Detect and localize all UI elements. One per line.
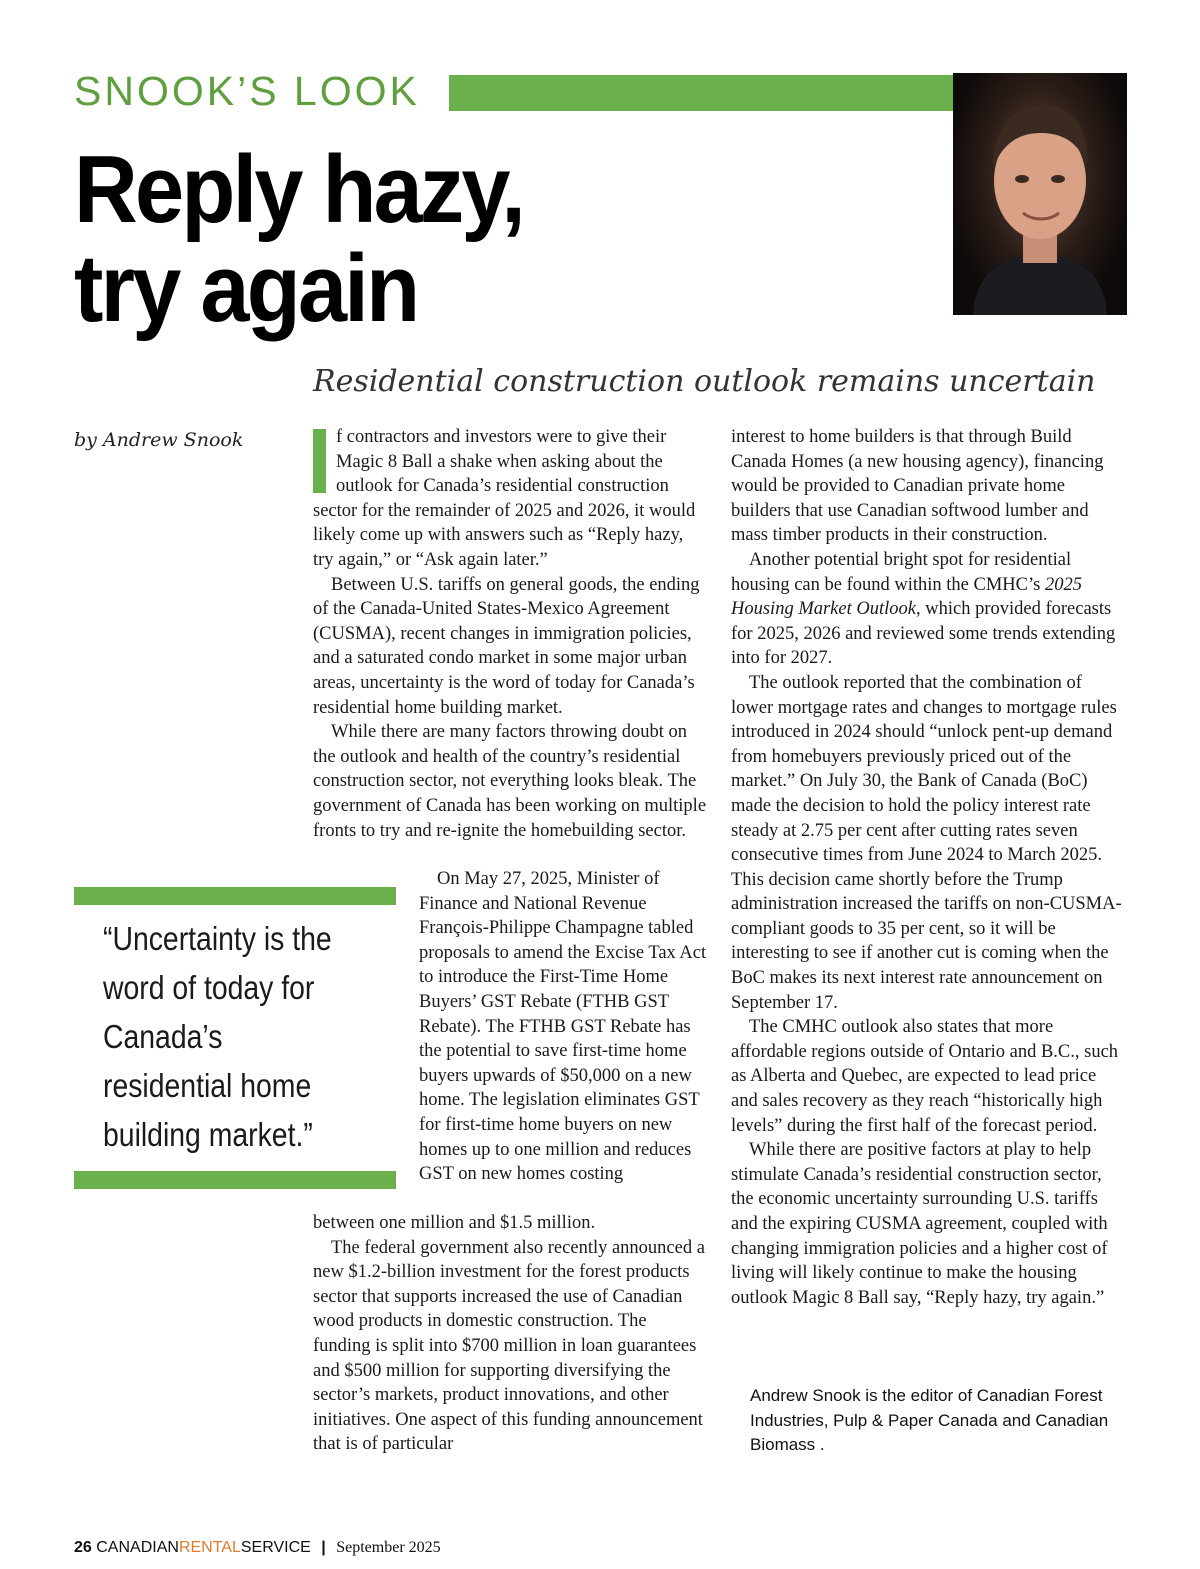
article-paragraph: interest to home builders is that through Build Canada Homes (a new housing agency), financing would be provided to Canadian private home builders that use Canadian softwood lumber and mass timber products in their construction. (731, 427, 1104, 546)
publication-title: 2025 Housing Market Outlook (731, 574, 1082, 620)
article-paragraph-text: f contractors and investors were to give their Magic 8 Ball a shake when asking about the outlook for Canada’s residential construction sector for the remainder of 2025 and 2026, it would likely come up with answers such as “Reply hazy, try again,” or “Ask again later.” (313, 427, 696, 570)
article-paragraph (731, 548, 1127, 671)
article-text: Another potential bright spot for residential housing can be found within the CMHC’s (731, 549, 1072, 595)
article-column-1-wrap (419, 867, 707, 1187)
pullquote-rule-top (74, 887, 396, 905)
article-paragraph: The CMHC outlook also states that more affordable regions outside of Ontario and B.C., such as Alberta and Quebec, are expected to lead price and sales recovery as they reach “historically high levels” during the first half of the forecast period. (731, 1017, 1119, 1136)
brand-part-1: CANADIAN (96, 1539, 179, 1556)
article-paragraph: On May 27, 2025, Minister of Finance and National Revenue François-Philippe Champagne tabled proposals to amend the Excise Tax Act to introduce the First-Time Home Buyers’ GST Rebate (FTHB GST Rebate). The FTHB GST Rebate has the potential to save first-time home buyers upwards of $50,000 on a new home. The legislation eliminates GST for first-time home buyers on new homes up to one million and reduces GST on new homes costing (419, 869, 707, 1185)
article-paragraph: between one million and $1.5 million. (313, 1213, 596, 1233)
pullquote: “Uncertainty is the word of today for Canada’s residential home building market.” (103, 920, 332, 1153)
headline-line-2: try again (74, 235, 418, 342)
article-paragraph: While there are positive factors at play to help stimulate Canada’s residential construction sector, the economic uncertainty surrounding U.S. tariffs and the expiring CUSMA agreement, coupled with changing immigration policies and a higher cost of living will likely continue to make the housing outlook Magic 8 Ball say, “Reply hazy, try again.” (731, 1140, 1108, 1308)
article-paragraph: The outlook reported that the combination of lower mortgage rates and changes to mortgage rules introduced in 2024 should “unlock pent-up demand from homebuyers previously priced out of the market.” On July 30, the Bank of Canada (BoC) made the decision to hold the policy interest rate steady at 2.75 per cent after cutting rates seven consecutive times from June 2024 to March 2025. This decision came shortly before the Trump administration increased the tariffs on non-CUSMA-compliant goods to 35 per cent, so it will be interesting to see if another cut is coming when the BoC makes its next interest rate announcement on September 17. (731, 672, 1122, 1013)
article-paragraph: Between U.S. tariffs on general goods, the ending of the Canada-United States-Mexico Agreement (CUSMA), recent changes in immigration policies, and a saturated condo market in some major urban areas, uncertainty is the word of today for Canada’s residential home building market. (313, 574, 700, 718)
author-portrait (953, 73, 1127, 315)
article-paragraph: While there are many factors throwing doubt on the outlook and health of the country’s residential construction sector, not everything looks bleak. The government of Canada has been working on multiple fronts to try and re-ignite the homebuilding sector. (313, 722, 707, 841)
article-column-2 (731, 425, 1127, 1310)
publication-name (96, 1539, 311, 1556)
headline (74, 136, 524, 342)
article-column-1 (313, 425, 707, 843)
pullquote-rule-bottom (74, 1171, 396, 1189)
brand-part-3: SERVICE (240, 1539, 311, 1556)
article-text: , which provided forecasts for 2025, 2026 and reviewed some trends extending into for 2027. (731, 599, 1116, 669)
issue-date: September 2025 (336, 1539, 441, 1556)
article-paragraph: The federal government also recently announced a new $1.2-billion investment for the forest products sector that supports increased the use of Canadian wood products in domestic construction. The funding is split into $700 million in loan guarantees and $500 million for supporting diversifying the sector’s markets, product innovations, and other initiatives. One aspect of this funding announcement that is of particular (313, 1237, 705, 1455)
section-kicker: SNOOK’S LOOK (74, 68, 420, 114)
brand-part-2: RENTAL (178, 1539, 241, 1556)
article-column-1-continued (313, 1211, 707, 1457)
author-bio: Andrew Snook is the editor of Canadian Forest Industries, Pulp & Paper Canada and Canadian Biomass . (750, 1386, 1109, 1454)
footer-separator: | (321, 1539, 326, 1556)
deck-subtitle: Residential construction outlook remains uncertain (313, 364, 1096, 399)
kicker-rule (449, 75, 955, 111)
byline: by Andrew Snook (74, 429, 244, 451)
headline-line-1: Reply hazy, (74, 136, 524, 243)
author-portrait-icon (953, 73, 1127, 315)
page-number: 26 (74, 1539, 92, 1556)
article-paragraph (313, 425, 707, 573)
page-footer (74, 1538, 441, 1558)
drop-cap-bar (313, 429, 326, 493)
